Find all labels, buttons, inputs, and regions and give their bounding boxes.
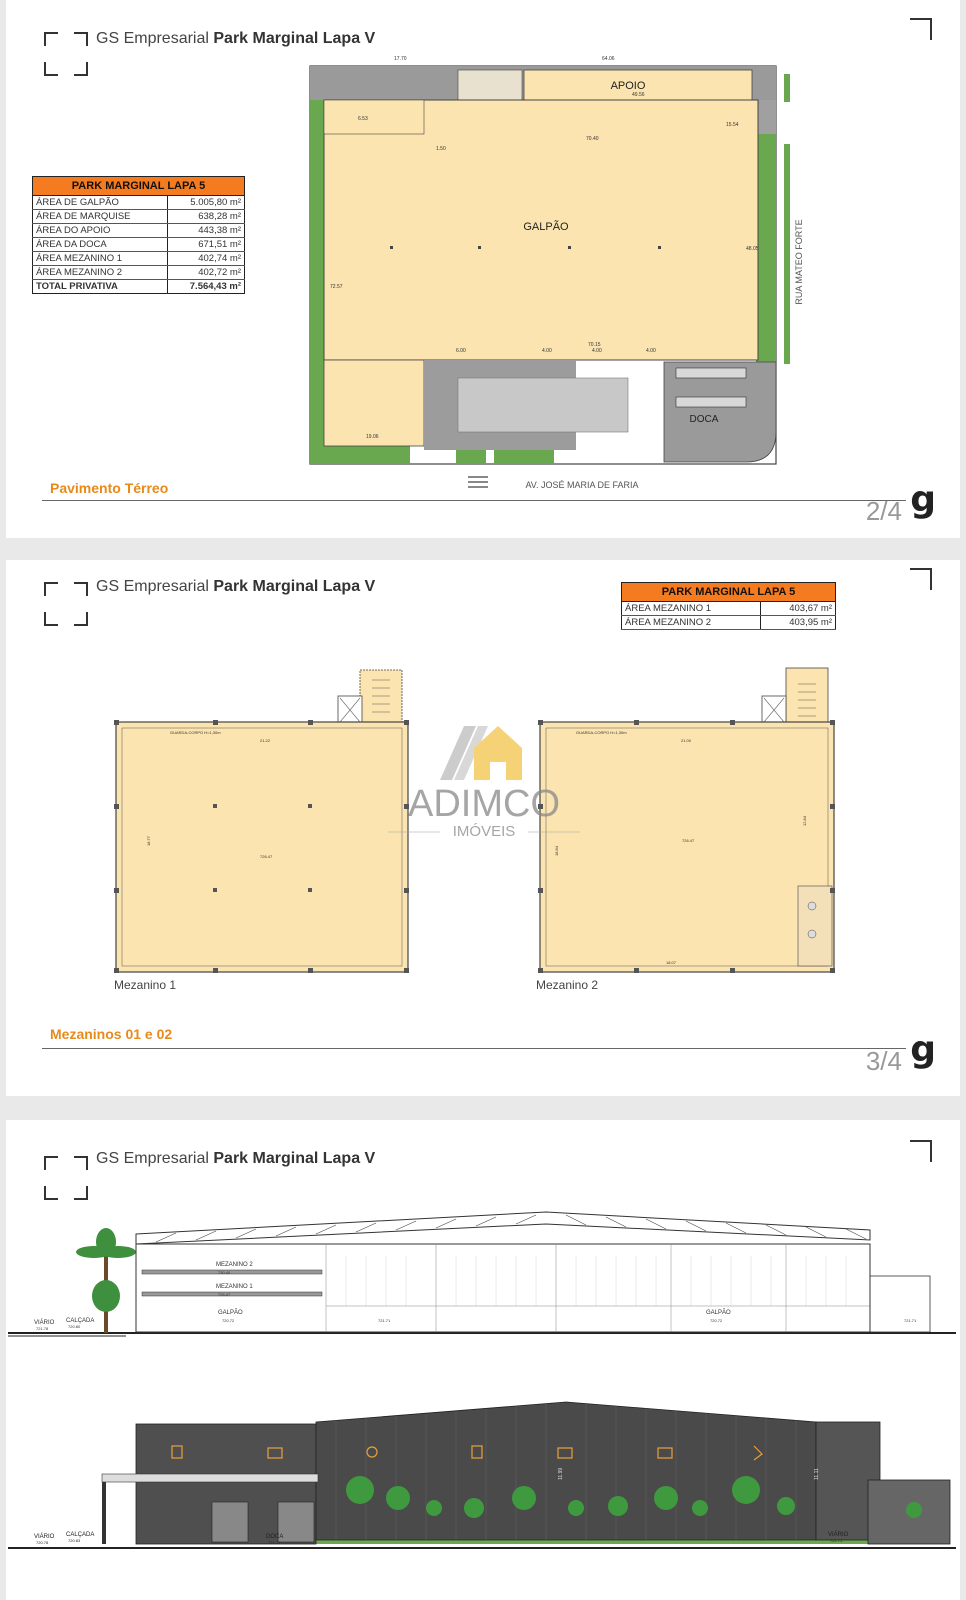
svg-text:18.07: 18.07 bbox=[666, 960, 677, 965]
label-mezanino-1: MEZANINO 1 bbox=[216, 1284, 253, 1290]
section-label: Mezaninos 01 e 02 bbox=[50, 1026, 173, 1042]
area-value: 402,72 m² bbox=[167, 266, 244, 280]
svg-text:GUARDA-CORPO H=1,30m: GUARDA-CORPO H=1,30m bbox=[576, 730, 627, 735]
svg-text:11.99: 11.99 bbox=[558, 1467, 564, 1480]
frame-corner-marks bbox=[44, 582, 88, 626]
label-galpao-left: GALPÃO bbox=[218, 1310, 243, 1316]
watermark-logo bbox=[384, 720, 584, 860]
area-label: ÁREA DE GALPÃO bbox=[33, 196, 168, 210]
label-doca: DOCA bbox=[689, 414, 719, 425]
svg-text:CALÇADA: CALÇADA bbox=[66, 1318, 95, 1324]
svg-text:726.47: 726.47 bbox=[218, 1292, 231, 1297]
area-label: ÁREA MEZANINO 1 bbox=[622, 602, 761, 616]
frame-corner-marks bbox=[44, 1156, 88, 1200]
section-label: Pavimento Térreo bbox=[50, 480, 169, 496]
elevation-page bbox=[6, 1120, 960, 1600]
area-value: 403,95 m² bbox=[761, 616, 836, 630]
label-apoio: APOIO bbox=[610, 80, 646, 92]
label-mezanino-2: MEZANINO 2 bbox=[216, 1262, 253, 1268]
svg-text:12.84: 12.84 bbox=[802, 815, 807, 826]
building-section-drawing bbox=[6, 1196, 960, 1356]
brand-logo: g bbox=[910, 1029, 936, 1070]
page-number: 3/4 bbox=[865, 1046, 902, 1076]
street-bottom-label: AV. JOSÉ MARIA DE FARIA bbox=[525, 480, 639, 490]
frame-corner-mark-right bbox=[910, 568, 932, 590]
label-galpao-right: GALPÃO bbox=[706, 1310, 731, 1316]
svg-text:VIÁRIO: VIÁRIO bbox=[828, 1532, 849, 1538]
frame-corner-marks bbox=[44, 32, 88, 76]
plan-page-mezzanines bbox=[6, 560, 960, 1096]
svg-text:VIÁRIO: VIÁRIO bbox=[34, 1320, 55, 1326]
area-table bbox=[32, 176, 245, 294]
svg-text:721.78: 721.78 bbox=[36, 1326, 49, 1331]
area-table-header: PARK MARGINAL LAPA 5 bbox=[622, 583, 836, 602]
svg-text:720.72: 720.72 bbox=[222, 1318, 235, 1323]
ground-floor-plan bbox=[306, 52, 846, 492]
svg-text:49.56: 49.56 bbox=[632, 92, 645, 98]
brand-logo: g bbox=[910, 479, 936, 520]
area-value: 671,51 m² bbox=[167, 238, 244, 252]
area-label: ÁREA DA DOCA bbox=[33, 238, 168, 252]
svg-text:6.00: 6.00 bbox=[456, 348, 466, 354]
svg-text:726.47: 726.47 bbox=[682, 838, 695, 843]
label-galpao: GALPÃO bbox=[523, 221, 569, 233]
svg-text:19.06: 19.06 bbox=[366, 434, 379, 440]
area-label: ÁREA MEZANINO 2 bbox=[622, 616, 761, 630]
svg-text:720.80: 720.80 bbox=[68, 1324, 81, 1329]
building-facade-drawing bbox=[6, 1390, 960, 1560]
svg-text:CALÇADA: CALÇADA bbox=[66, 1532, 95, 1538]
area-table-header: PARK MARGINAL LAPA 5 bbox=[33, 177, 245, 196]
watermark-sub: IMÓVEIS bbox=[452, 823, 516, 840]
svg-text:17.70: 17.70 bbox=[394, 56, 407, 62]
total-value: 7.564,43 m² bbox=[167, 280, 244, 294]
area-label: ÁREA MEZANINO 1 bbox=[33, 252, 168, 266]
svg-text:4.00: 4.00 bbox=[646, 348, 656, 354]
mezzanine-1-plan bbox=[110, 666, 420, 978]
page-title: GS Empresarial Park Marginal Lapa V bbox=[96, 1150, 376, 1167]
page-number: 2/4 bbox=[865, 496, 902, 526]
divider bbox=[42, 500, 906, 501]
mezzanine-1-caption: Mezanino 1 bbox=[114, 978, 177, 992]
svg-text:70.40: 70.40 bbox=[586, 136, 599, 142]
area-label: ÁREA DO APOIO bbox=[33, 224, 168, 238]
svg-text:721.71: 721.71 bbox=[268, 1540, 281, 1545]
area-value: 402,74 m² bbox=[167, 252, 244, 266]
page-title: GS Empresarial Park Marginal Lapa V bbox=[96, 30, 376, 47]
svg-text:4.00: 4.00 bbox=[542, 348, 552, 354]
svg-text:15.54: 15.54 bbox=[726, 122, 739, 128]
svg-text:720.83: 720.83 bbox=[68, 1538, 81, 1543]
area-value: 443,38 m² bbox=[167, 224, 244, 238]
area-label: ÁREA MEZANINO 2 bbox=[33, 266, 168, 280]
svg-text:721.71: 721.71 bbox=[904, 1318, 917, 1323]
svg-text:1.50: 1.50 bbox=[436, 146, 446, 152]
svg-text:18.84: 18.84 bbox=[554, 845, 559, 856]
area-value: 5.005,80 m² bbox=[167, 196, 244, 210]
svg-text:72.57: 72.57 bbox=[330, 284, 343, 290]
svg-text:48.05: 48.05 bbox=[746, 246, 759, 252]
svg-text:6.53: 6.53 bbox=[358, 116, 368, 122]
divider bbox=[42, 1048, 906, 1049]
mezzanine-area-table bbox=[621, 582, 836, 630]
svg-text:4.00: 4.00 bbox=[592, 348, 602, 354]
svg-text:18.77: 18.77 bbox=[146, 835, 151, 846]
area-label: ÁREA DE MARQUISE bbox=[33, 210, 168, 224]
watermark-name: ADIMCO bbox=[408, 783, 560, 825]
svg-text:726.47: 726.47 bbox=[260, 854, 273, 859]
svg-text:64.06: 64.06 bbox=[602, 56, 615, 62]
svg-text:730.40: 730.40 bbox=[218, 1270, 231, 1275]
page-title: GS Empresarial Park Marginal Lapa V bbox=[96, 578, 376, 595]
label-doca-elevation: DOCA bbox=[266, 1534, 284, 1540]
total-label: TOTAL PRIVATIVA bbox=[33, 280, 168, 294]
mezzanine-2-caption: Mezanino 2 bbox=[536, 978, 599, 992]
svg-text:720.72: 720.72 bbox=[710, 1318, 723, 1323]
svg-text:721.71: 721.71 bbox=[830, 1538, 843, 1543]
area-value: 638,28 m² bbox=[167, 210, 244, 224]
svg-text:11.11: 11.11 bbox=[814, 1468, 820, 1480]
svg-text:720.78: 720.78 bbox=[36, 1540, 49, 1545]
svg-text:21.00: 21.00 bbox=[681, 738, 692, 743]
frame-corner-mark-right bbox=[910, 18, 932, 40]
svg-text:721.71: 721.71 bbox=[378, 1318, 391, 1323]
svg-text:21.22: 21.22 bbox=[260, 738, 271, 743]
svg-text:GUARDA-CORPO H=1,30m: GUARDA-CORPO H=1,30m bbox=[170, 730, 221, 735]
street-right-label: RUA MATEO FORTE bbox=[794, 219, 804, 305]
frame-corner-mark-right bbox=[910, 1140, 932, 1162]
svg-text:VIÁRIO: VIÁRIO bbox=[34, 1534, 55, 1540]
area-value: 403,67 m² bbox=[761, 602, 836, 616]
plan-page-ground-floor bbox=[6, 0, 960, 538]
svg-text:70.15: 70.15 bbox=[588, 342, 601, 348]
